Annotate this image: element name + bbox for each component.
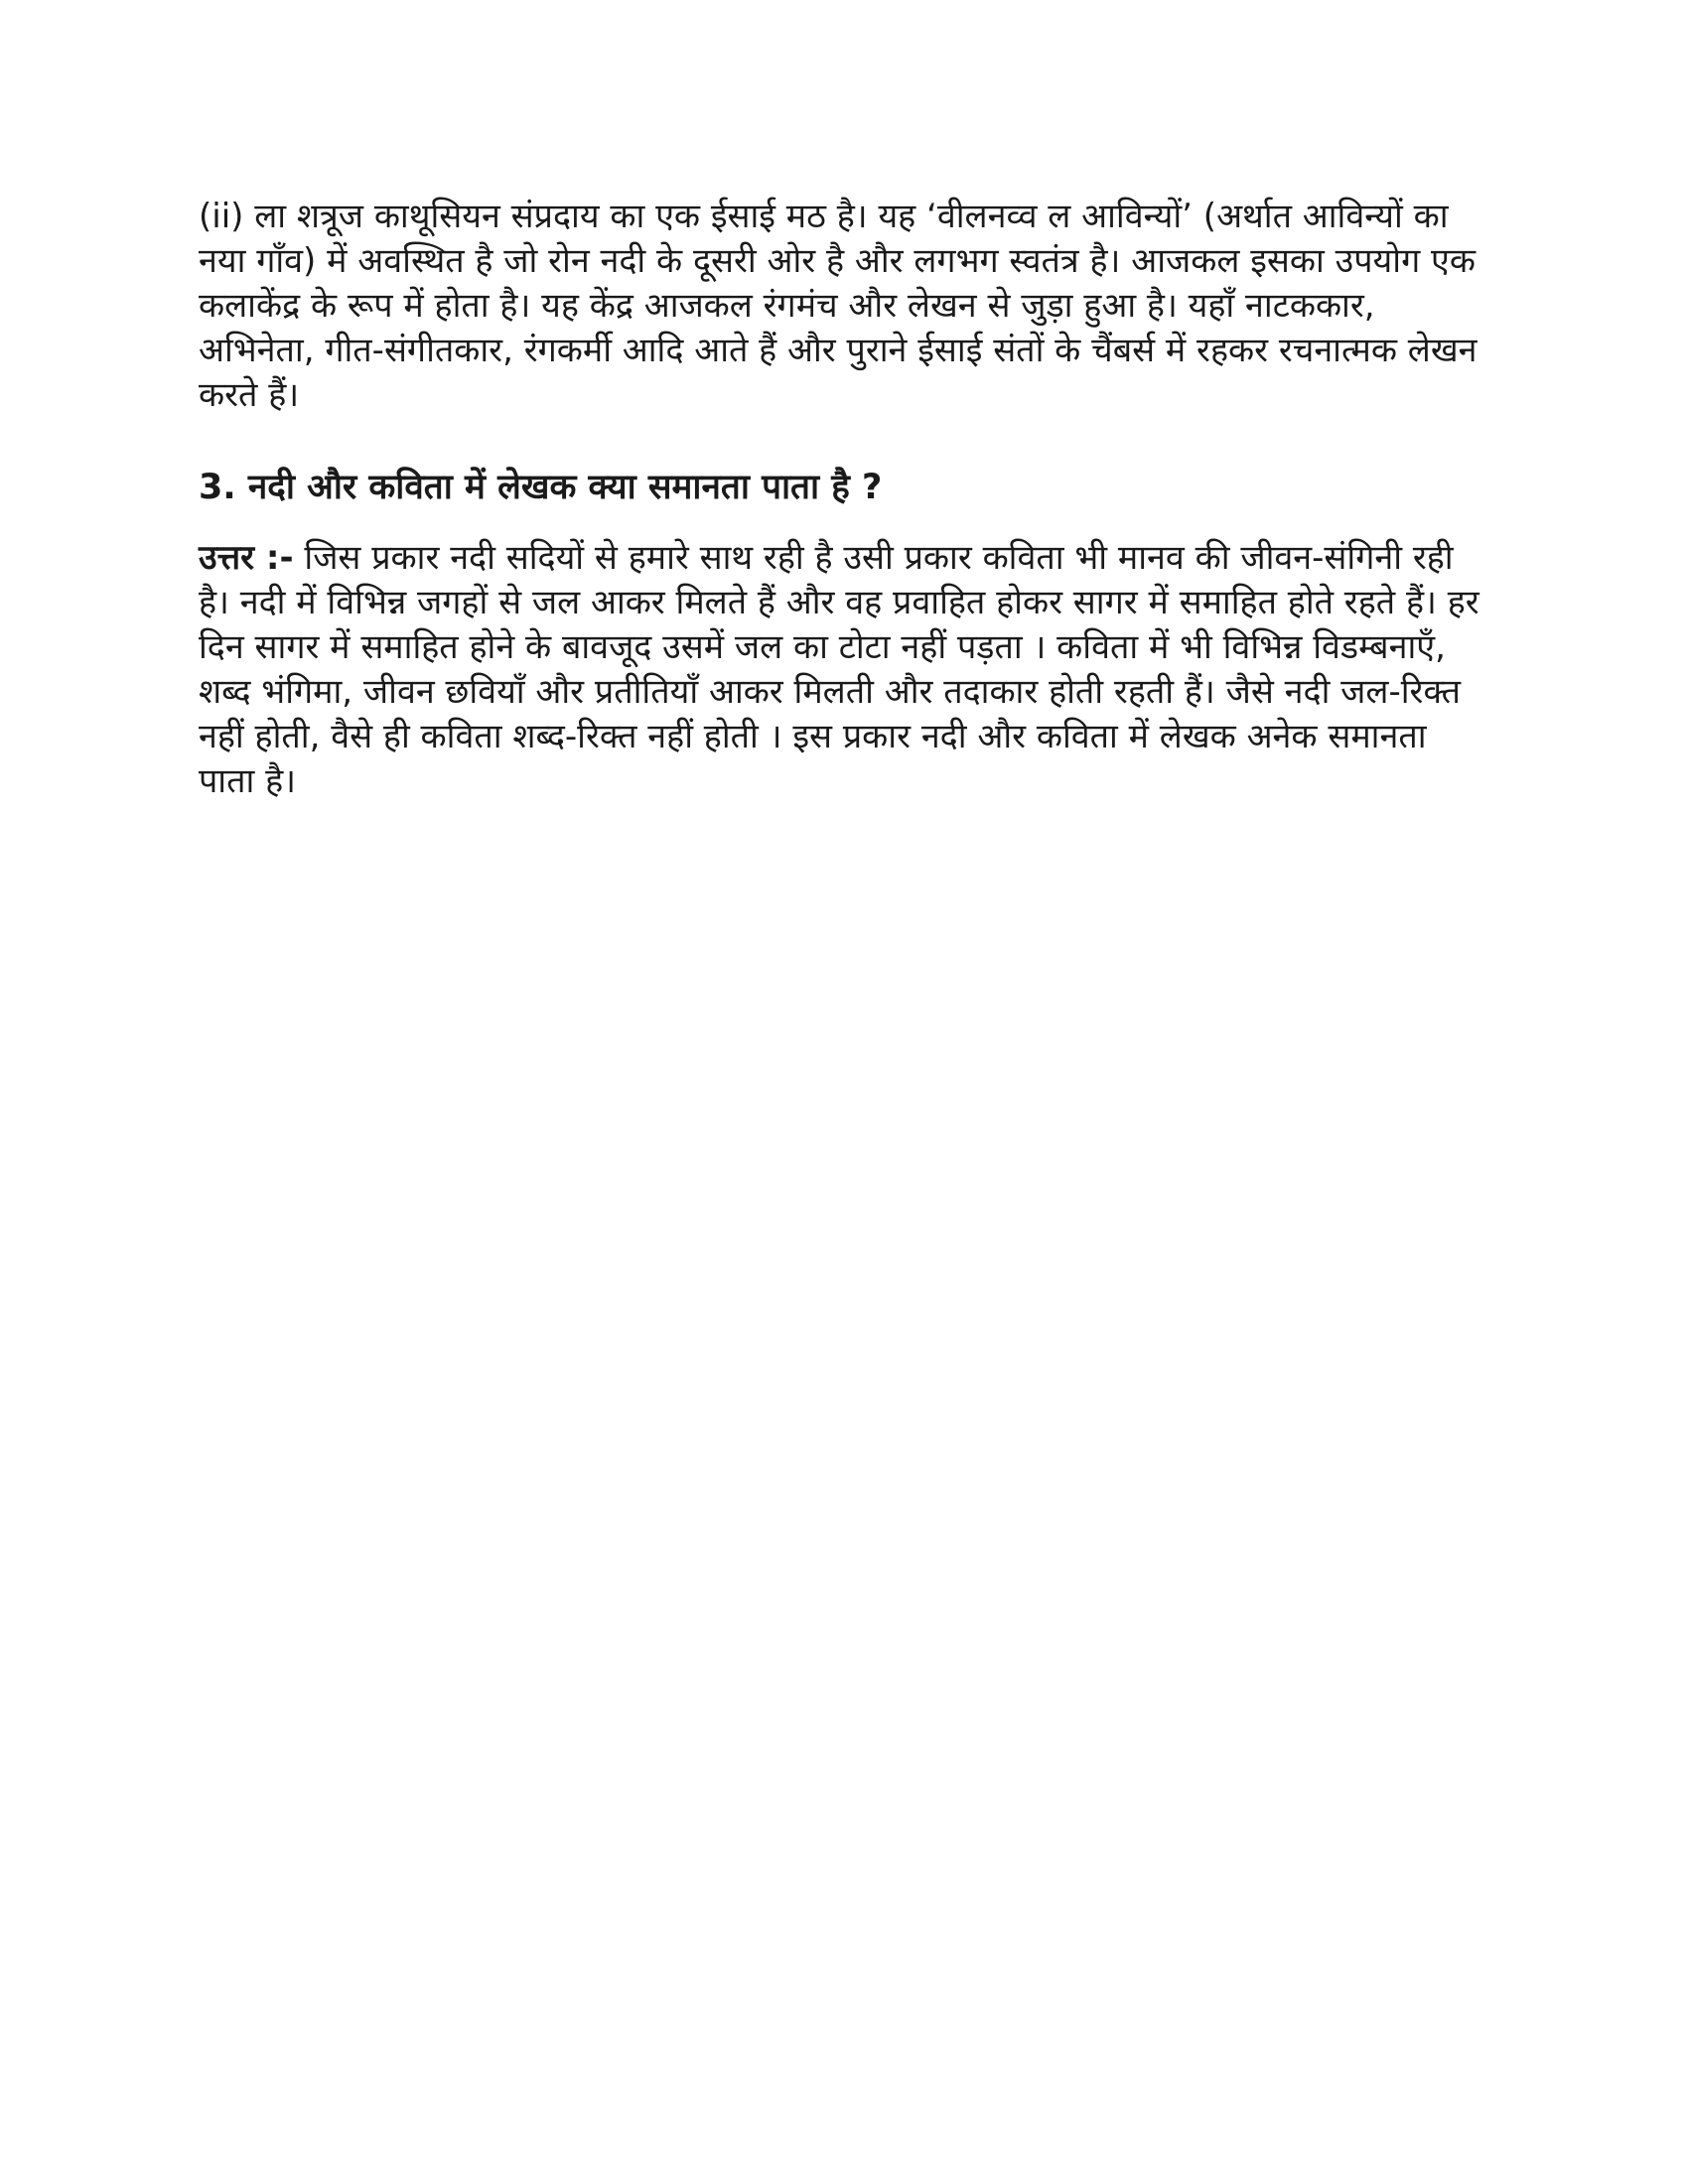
paragraph-ii: (ii) ला शत्रूज काथूसियन संप्रदाय का एक ईसाई मठ है। यह ‘वीलनव्व ल आविन्यों’ (अर्थात आविन्यों का नया गाँव) में अवस्थित है जो रोन नदी के दूसरी ओर है और लगभग स्वतंत्र है। आजकल इसका उपयोग एक कलाकेंद्र के रूप में होता है। यह केंद्र आजकल रंगमंच और लेखन से जुड़ा हुआ है। यहाँ नाटककार, अभिनेता, गीत-संगीतकार, रंगकर्मी आदि आते हैं और पुराने ईसाई संतों के चैंबर्स में रहकर रचनात्मक लेखन करते हैं। xyxy=(199,197,1477,415)
question-3-answer xyxy=(199,536,1489,804)
question-3-heading: 3. नदी और कविता में लेखक क्या समानता पाता है ? xyxy=(199,468,883,507)
answer-label: उत्तर :- xyxy=(199,538,294,578)
document-page xyxy=(199,195,1489,804)
answer-text: जिस प्रकार नदी सदियों से हमारे साथ रही है उसी प्रकार कविता भी मानव की जीवन-संगिनी रही है। नदी में विभिन्न जगहों से जल आकर मिलते हैं और वह प्रवाहित होकर सागर में समाहित होते रहते हैं। हर दिन सागर में समाहित होने के बावजूद उसमें जल का टोटा नहीं पड़ता । कविता में भी विभिन्न विडम्बनाएँ, शब्द भंगिमा, जीवन छवियाँ और प्रतीतियाँ आकर मिलती और तदाकार होती रहती हैं। जैसे नदी जल-रिक्त नहीं होती, वैसे ही कविता शब्द-रिक्त नहीं होती । इस प्रकार नदी और कविता में लेखक अनेक समानता पाता है। xyxy=(199,538,1479,801)
